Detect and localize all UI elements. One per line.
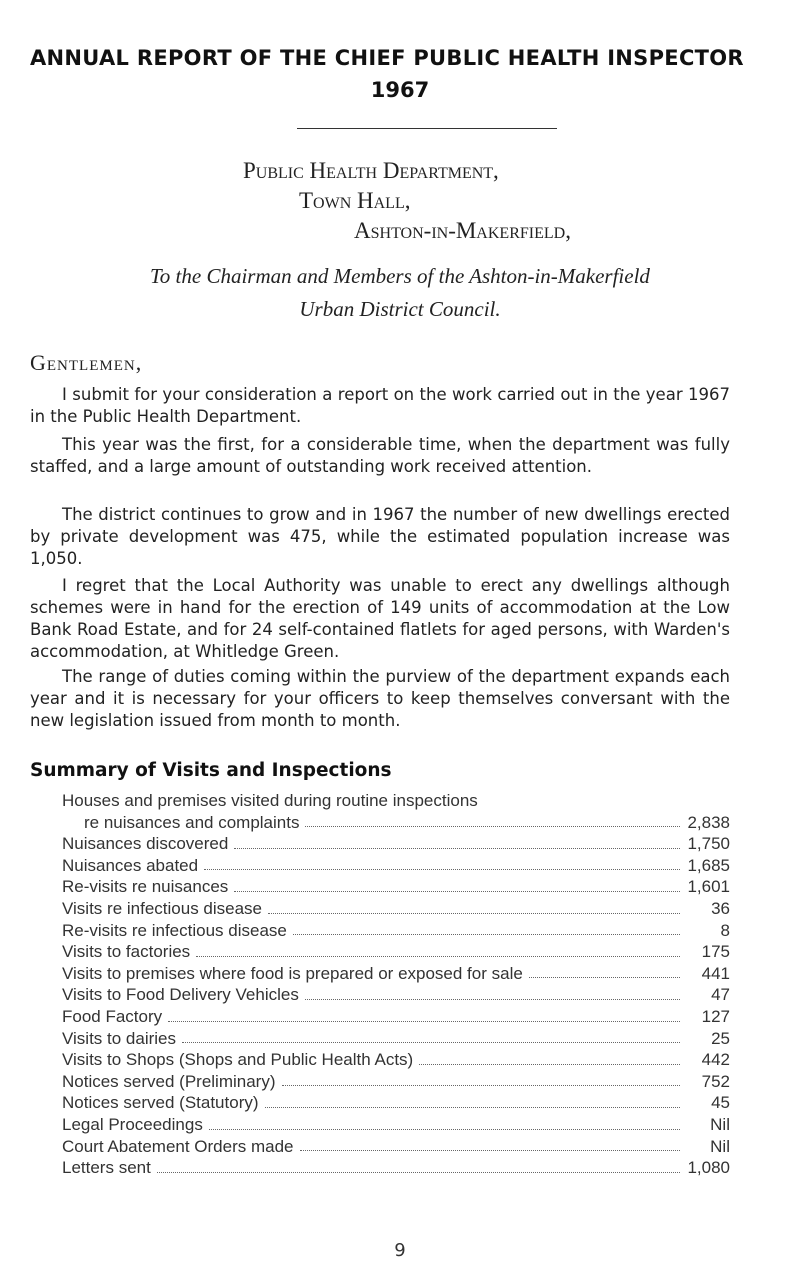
dot-leader bbox=[268, 913, 680, 914]
report-year: 1967 bbox=[370, 78, 430, 102]
list-item bbox=[62, 1114, 730, 1136]
list-item-value: 175 bbox=[701, 942, 730, 962]
list-item-label: Notices served (Preliminary) bbox=[62, 1071, 276, 1091]
summary-heading: Summary of Visits and Inspections bbox=[30, 760, 392, 781]
list-item bbox=[62, 1092, 730, 1114]
addressee-line-1: To the Chairman and Members of the Ashton-in-Makerfield bbox=[150, 264, 650, 288]
list-item-value: 45 bbox=[711, 1093, 730, 1113]
dot-leader bbox=[168, 1021, 680, 1022]
address-town: Ashton-in-Makerfield, bbox=[354, 218, 571, 243]
list-item-value: 441 bbox=[701, 963, 730, 983]
list-item-label: Re-visits re nuisances bbox=[62, 877, 229, 897]
list-item bbox=[62, 984, 730, 1006]
list-item-value: 1,080 bbox=[687, 1158, 730, 1178]
list-item-value: Nil bbox=[710, 1136, 730, 1156]
summary-list bbox=[62, 790, 730, 1179]
list-item-label: Visits to Shops (Shops and Public Health Acts) bbox=[62, 1050, 414, 1070]
dot-leader bbox=[234, 891, 680, 892]
list-item-label: Re-visits re infectious disease bbox=[62, 920, 287, 940]
list-item-label: Legal Proceedings bbox=[62, 1114, 203, 1134]
list-item-label: Visits to premises where food is prepared or exposed for sale bbox=[62, 963, 523, 983]
report-title: ANNUAL REPORT OF THE CHIEF PUBLIC HEALTH INSPECTOR bbox=[30, 46, 744, 70]
dot-leader bbox=[182, 1042, 680, 1043]
list-item-label: re nuisances and complaints bbox=[84, 812, 300, 832]
address-building: Town Hall, bbox=[299, 188, 411, 213]
dot-leader bbox=[305, 999, 680, 1000]
list-item bbox=[62, 941, 730, 963]
list-item-value: 25 bbox=[711, 1028, 730, 1048]
paragraph-growth: The district continues to grow and in 1967 the number of new dwellings erected by private development was 475, while the estimated population increase was 1,050. bbox=[30, 505, 730, 568]
list-item bbox=[62, 1028, 730, 1050]
list-item-label: Visits to dairies bbox=[62, 1028, 177, 1048]
paragraph-duties: The range of duties coming within the purview of the department expands each year and it is necessary for your officers to keep themselves conversant with the new legislation issued from month to month. bbox=[30, 667, 730, 730]
list-item-label: Nuisances discovered bbox=[62, 834, 229, 854]
list-item-value: 1,750 bbox=[687, 834, 730, 854]
dot-leader bbox=[157, 1172, 680, 1173]
dot-leader bbox=[209, 1129, 680, 1130]
list-item-label: Houses and premises visited during routine inspections bbox=[62, 791, 478, 810]
list-item bbox=[62, 1071, 730, 1093]
dot-leader bbox=[196, 956, 680, 957]
list-item bbox=[62, 876, 730, 898]
list-item-value: Nil bbox=[710, 1114, 730, 1134]
list-item-label: Visits re infectious disease bbox=[62, 898, 263, 918]
list-item-value: 1,601 bbox=[687, 877, 730, 897]
list-item-value: 2,838 bbox=[687, 812, 730, 832]
list-item-value: 442 bbox=[701, 1050, 730, 1070]
title-divider bbox=[297, 128, 557, 129]
salutation: Gentlemen, bbox=[30, 350, 143, 375]
list-item-lead bbox=[62, 790, 730, 812]
list-item bbox=[62, 963, 730, 985]
list-item bbox=[62, 855, 730, 877]
address-department: Public Health Department, bbox=[243, 158, 499, 183]
list-item-label: Food Factory bbox=[62, 1006, 163, 1026]
list-item-value: 127 bbox=[701, 1006, 730, 1026]
paragraph-intro: I submit for your consideration a report on the work carried out in the year 1967 in the Public Health Department. bbox=[30, 385, 730, 426]
list-item-label: Visits to Food Delivery Vehicles bbox=[62, 985, 299, 1005]
paragraph-staffing: This year was the first, for a considerable time, when the department was fully staffed, and a large amount of outstanding work received attention. bbox=[30, 435, 730, 476]
dot-leader bbox=[293, 934, 680, 935]
list-item bbox=[62, 920, 730, 942]
paragraph-housing: I regret that the Local Authority was unable to erect any dwellings although schemes were in hand for the erection of 149 units of accommodation at the Low Bank Road Estate, and for 24 self-contained flatlets for aged persons, with Warden's accommodation, at Whitledge Green. bbox=[30, 576, 730, 661]
dot-leader bbox=[234, 848, 680, 849]
dot-leader bbox=[529, 977, 680, 978]
list-item bbox=[62, 1006, 730, 1028]
list-item-value: 752 bbox=[701, 1071, 730, 1091]
dot-leader bbox=[300, 1150, 680, 1151]
list-item-label: Letters sent bbox=[62, 1158, 151, 1178]
list-item bbox=[62, 1049, 730, 1071]
dot-leader bbox=[282, 1085, 681, 1086]
list-item bbox=[62, 812, 730, 834]
list-item-label: Visits to factories bbox=[62, 942, 191, 962]
page-number: 9 bbox=[394, 1240, 406, 1261]
list-item bbox=[62, 898, 730, 920]
dot-leader bbox=[204, 869, 680, 870]
list-item bbox=[62, 833, 730, 855]
list-item bbox=[62, 1157, 730, 1179]
dot-leader bbox=[265, 1107, 680, 1108]
dot-leader bbox=[419, 1064, 680, 1065]
list-item-value: 1,685 bbox=[687, 855, 730, 875]
list-item-label: Nuisances abated bbox=[62, 855, 199, 875]
list-item-value: 8 bbox=[720, 920, 730, 940]
list-item-value: 47 bbox=[711, 985, 730, 1005]
list-item-label: Notices served (Statutory) bbox=[62, 1093, 259, 1113]
dot-leader bbox=[305, 826, 680, 827]
list-item bbox=[62, 1136, 730, 1158]
addressee-line-2: Urban District Council. bbox=[299, 297, 501, 321]
list-item-label: Court Abatement Orders made bbox=[62, 1136, 294, 1156]
list-item-value: 36 bbox=[711, 898, 730, 918]
